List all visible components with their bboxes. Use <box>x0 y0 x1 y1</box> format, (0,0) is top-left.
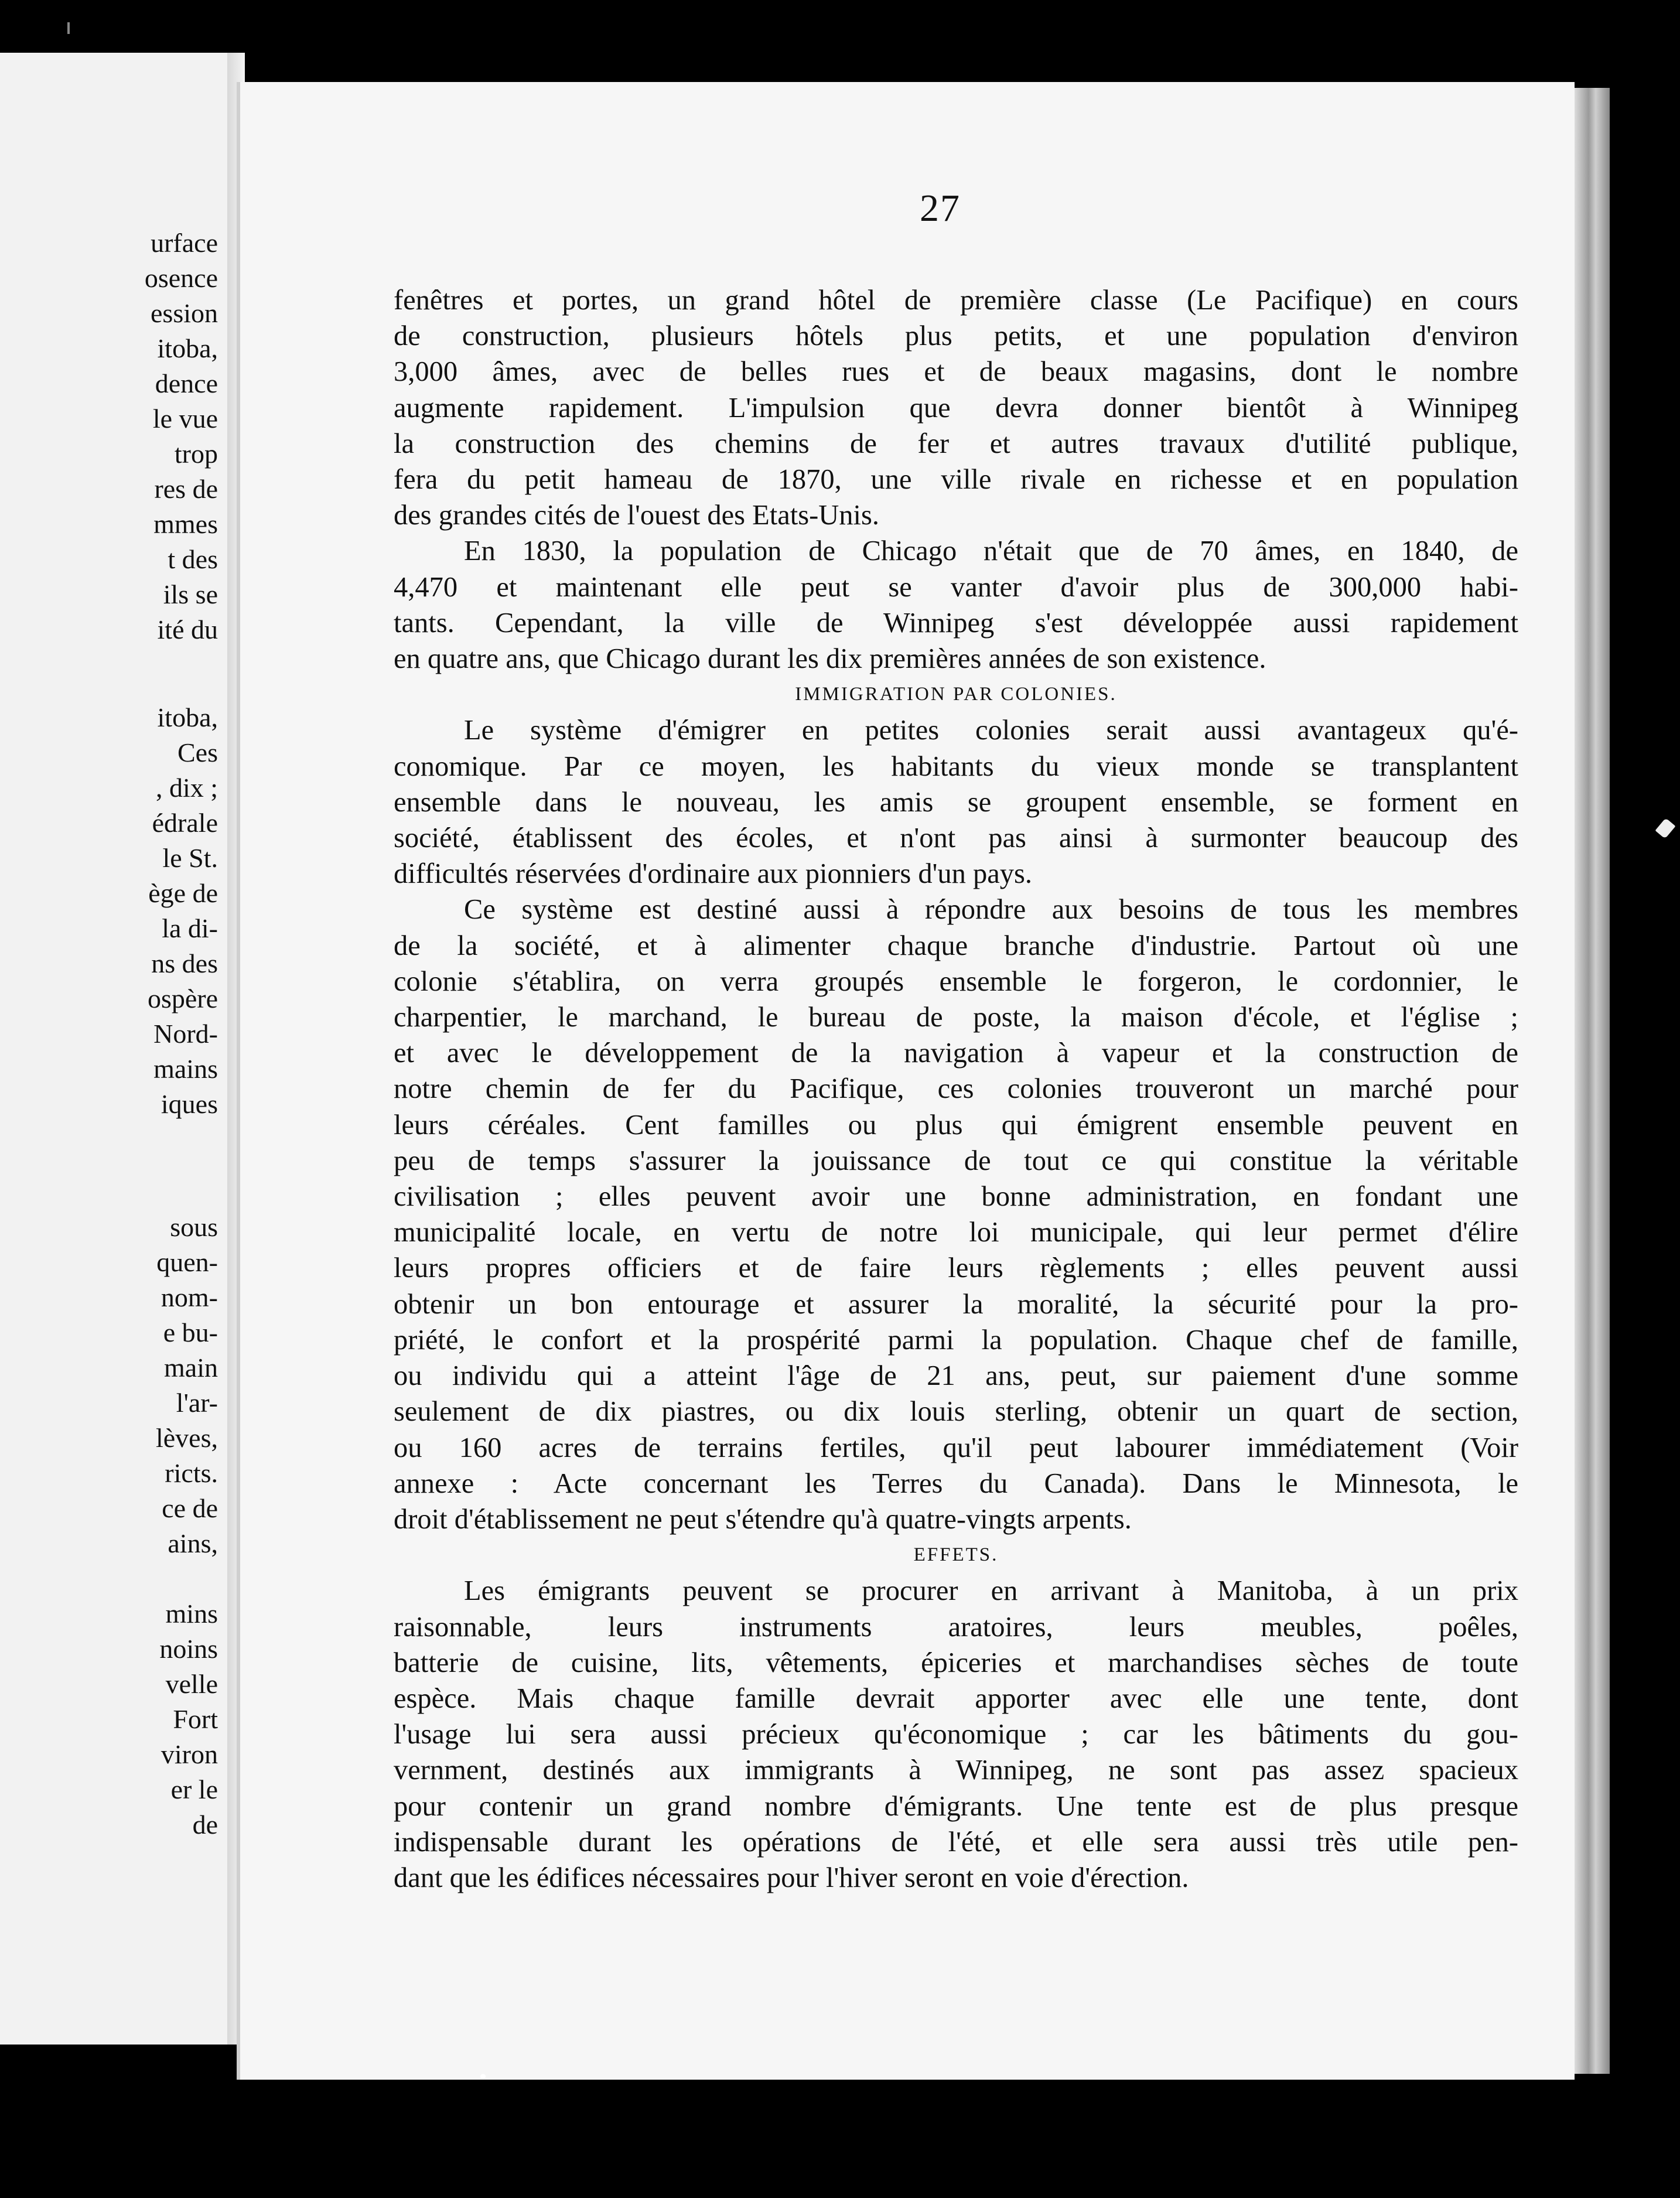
text-line: notre chemin de fer du Pacifique, ces colonies trouveront un marché pour <box>394 1073 1518 1105</box>
page-edge <box>1575 88 1610 2074</box>
text-line: l'usage lui sera aussi précieux qu'économique ; car les bâtiments du gou- <box>394 1719 1518 1750</box>
text-line: pour contenir un grand nombre d'émigrants. Une tente est de plus presque <box>394 1790 1518 1822</box>
left-page-text-fragment: noins <box>159 1634 218 1664</box>
left-page-text-fragment: ils se <box>163 579 218 609</box>
left-page-text-fragment: édrale <box>152 808 218 838</box>
text-line: espèce. Mais chaque famille devrait apporter avec elle une tente, dont <box>394 1682 1518 1714</box>
text-line: annexe : Acte concernant les Terres du Canada). Dans le Minnesota, le <box>394 1467 1518 1499</box>
text-line: fera du petit hameau de 1870, une ville rivale en richesse et en population <box>394 464 1518 496</box>
text-line: difficultés réservées d'ordinaire aux pionniers d'un pays. <box>394 858 1032 890</box>
left-page-text-fragment: ité du <box>157 615 218 644</box>
left-page-text-fragment: mins <box>165 1599 218 1629</box>
paragraph <box>394 712 1518 892</box>
text-line: peu de temps s'assurer la jouissance de tout ce qui constitue la véritable <box>394 1145 1518 1176</box>
left-page-text-fragment: le St. <box>162 843 218 873</box>
text-line: de construction, plusieurs hôtels plus petits, et une population d'environ <box>394 320 1518 352</box>
left-page-text-fragment: ains, <box>168 1528 218 1558</box>
left-page-text-fragment: res de <box>154 474 218 504</box>
text-line: dant que les édifices nécessaires pour l'hiver seront en voie d'érection. <box>394 1862 1189 1893</box>
text-line: ou 160 acres de terrains fertiles, qu'il peut labourer immédiatement (Voir <box>394 1432 1518 1463</box>
left-page-text-fragment: quen- <box>156 1247 218 1277</box>
text-line: en quatre ans, que Chicago durant les dix premières années de son existence. <box>394 643 1266 675</box>
left-page-text-fragment: osence <box>144 263 218 293</box>
text-line: En 1830, la population de Chicago n'était que de 70 âmes, en 1840, de <box>464 535 1518 567</box>
left-page-text-fragment: sous <box>170 1212 218 1242</box>
text-line: Ce système est destiné aussi à répondre aux besoins de tous les membres <box>464 894 1518 926</box>
left-page-text-fragment: ession <box>151 298 218 328</box>
text-line: leurs céréales. Cent familles ou plus qui émigrent ensemble peuvent en <box>394 1109 1518 1141</box>
section-heading: IMMIGRATION PAR COLONIES. <box>795 684 1117 705</box>
paragraph <box>394 282 1518 533</box>
left-page-text-fragment: urface <box>151 228 218 258</box>
left-page-text-fragment: Nord- <box>153 1019 218 1049</box>
text-line: Le système d'émigrer en petites colonies serait aussi avantageux qu'é- <box>464 715 1518 746</box>
left-page-text-fragment: le vue <box>152 404 218 434</box>
text-line: civilisation ; elles peuvent avoir une bonne administration, en fondant une <box>394 1181 1518 1213</box>
left-page-text-fragment: itoba, <box>157 333 218 363</box>
text-line: vernment, destinés aux immigrants à Winnipeg, ne sont pas assez spacieux <box>394 1755 1518 1786</box>
left-page-text-fragment: nom- <box>161 1282 218 1312</box>
text-line: tants. Cependant, la ville de Winnipeg s'est développée aussi rapidement <box>394 607 1518 639</box>
left-page-text-fragment: iques <box>161 1089 218 1119</box>
speck <box>480 2074 486 2079</box>
page-number: 27 <box>920 187 961 230</box>
paragraph <box>394 533 1518 677</box>
left-page-text-fragment: velle <box>165 1669 218 1699</box>
text-body <box>394 282 1518 1896</box>
text-line: et avec le développement de la navigation à vapeur et la construction de <box>394 1037 1518 1069</box>
left-page-text-fragment: mains <box>153 1054 218 1084</box>
left-page-text-fragment: Ces <box>177 738 218 767</box>
text-line: augmente rapidement. L'impulsion que devra donner bientôt à Winnipeg <box>394 392 1518 424</box>
text-line: priété, le confort et la prospérité parmi la population. Chaque chef de famille, <box>394 1324 1518 1356</box>
text-line: charpentier, le marchand, le bureau de poste, la maison d'école, et l'église ; <box>394 1002 1518 1033</box>
left-page-text-fragment: er le <box>170 1774 218 1804</box>
text-line: colonie s'établira, on verra groupés ensemble le forgeron, le cordonnier, le <box>394 965 1518 997</box>
left-page-text-fragment: dence <box>155 368 218 398</box>
left-page-text-fragment: lèves, <box>155 1423 218 1453</box>
text-line: la construction des chemins de fer et autres travaux d'utilité publique, <box>394 428 1518 459</box>
left-page-text-fragment: t des <box>168 544 218 574</box>
text-line: Les émigrants peuvent se procurer en arrivant à Manitoba, à un prix <box>464 1575 1518 1607</box>
left-page-text-fragment: trop <box>174 439 218 469</box>
text-line: ensemble dans le nouveau, les amis se groupent ensemble, se forment en <box>394 786 1518 818</box>
text-line: fenêtres et portes, un grand hôtel de première classe (Le Pacifique) en cours <box>394 285 1518 316</box>
left-page-text-fragment: l'ar- <box>176 1388 218 1418</box>
left-page-text-fragment: ège de <box>148 878 218 908</box>
left-page-text-fragment: Fort <box>173 1704 218 1734</box>
left-page-text-fragment: de <box>192 1810 218 1839</box>
text-line: batterie de cuisine, lits, vêtements, épiceries et marchandises sèches de toute <box>394 1647 1518 1678</box>
text-line: des grandes cités de l'ouest des Etats-Unis. <box>394 500 879 531</box>
left-page-text-fragment: ospère <box>147 984 218 1013</box>
text-line: 4,470 et maintenant elle peut se vanter d'avoir plus de 300,000 habi- <box>394 571 1518 603</box>
text-line: leurs propres officiers et de faire leurs règlements ; elles peuvent aussi <box>394 1252 1518 1284</box>
paragraph <box>394 892 1518 1537</box>
text-line: raisonnable, leurs instruments aratoires, leurs meubles, poêles, <box>394 1611 1518 1643</box>
left-page-text-fragment: main <box>164 1353 218 1383</box>
paragraph <box>394 1573 1518 1896</box>
scan-mark <box>1655 818 1676 839</box>
left-page-text-fragment: ns des <box>151 948 218 978</box>
text-line: conomique. Par ce moyen, les habitants du vieux monde se transplantent <box>394 750 1518 782</box>
left-page-text-fragment: viron <box>161 1739 218 1769</box>
text-line: seulement de dix piastres, ou dix louis sterling, obtenir un quart de section, <box>394 1396 1518 1428</box>
left-page-text-fragment: ricts. <box>165 1458 218 1488</box>
left-page-text-fragment: la di- <box>162 913 218 943</box>
text-line: ou individu qui a atteint l'âge de 21 ans, peut, sur paiement d'une somme <box>394 1360 1518 1392</box>
section-heading: EFFETS. <box>913 1544 999 1566</box>
scan-mark <box>67 22 70 34</box>
left-page-text-fragment: mmes <box>153 509 218 539</box>
text-line: municipalité locale, en vertu de notre loi municipale, qui leur permet d'élire <box>394 1217 1518 1248</box>
text-line: droit d'établissement ne peut s'étendre qu'à quatre-vingts arpents. <box>394 1503 1132 1535</box>
left-page-text-fragment: itoba, <box>157 702 218 732</box>
text-line: société, établissent des écoles, et n'ont pas ainsi à surmonter beaucoup des <box>394 822 1518 854</box>
text-line: 3,000 âmes, avec de belles rues et de beaux magasins, dont le nombre <box>394 356 1518 388</box>
left-page-text-fragment: ce de <box>162 1493 218 1523</box>
left-page-text-fragment: e bu- <box>163 1318 218 1347</box>
left-page-text-fragment: , dix ; <box>155 773 218 803</box>
text-line: obtenir un bon entourage et assurer la moralité, la sécurité pour la pro- <box>394 1288 1518 1320</box>
text-line: de la société, et à alimenter chaque branche d'industrie. Partout où une <box>394 930 1518 961</box>
left-page-fragment <box>0 53 227 2045</box>
text-line: indispensable durant les opérations de l'été, et elle sera aussi très utile pen- <box>394 1826 1518 1858</box>
